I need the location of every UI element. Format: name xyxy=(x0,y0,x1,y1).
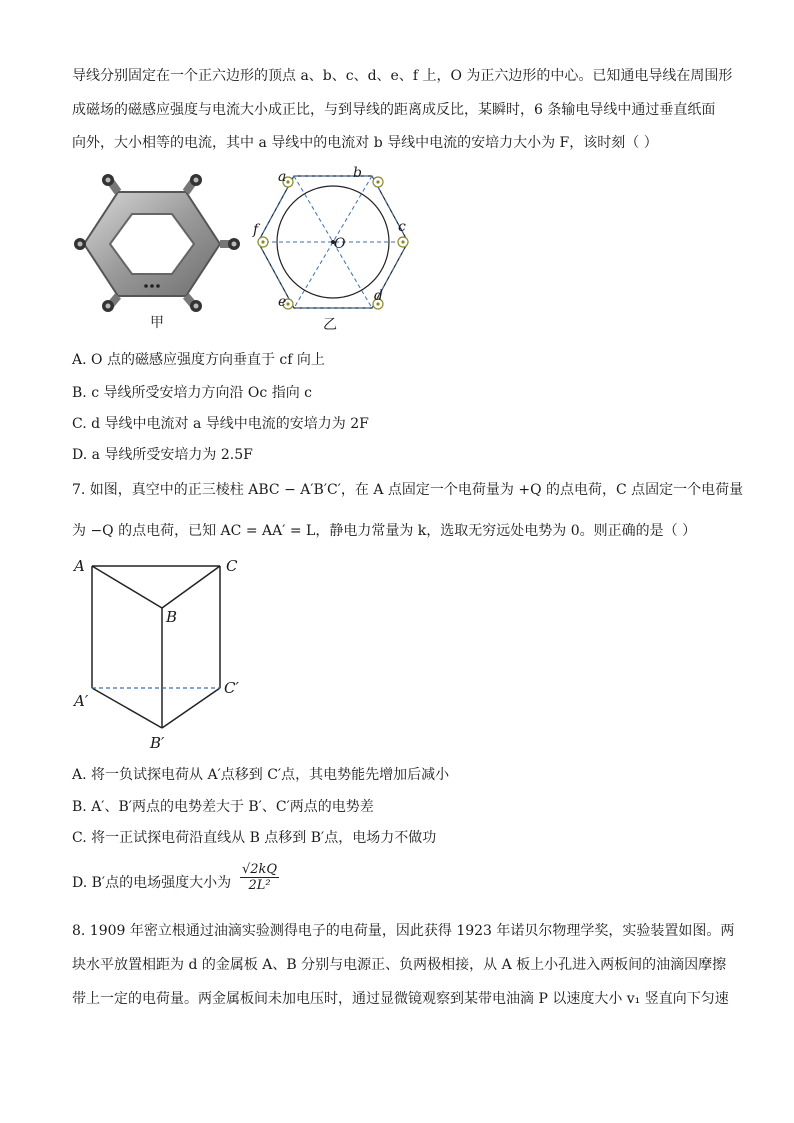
prism-label-B-prime: B′ xyxy=(150,734,165,752)
q6-stem-line-3: 向外，大小相等的电流，其中 a 导线中的电流对 b 导线中电流的安培力大小为 F，该时刻（ ） xyxy=(72,135,658,151)
q8-line-1: 8. 1909 年密立根通过油滴实验测得电子的电荷量，因此获得 1923 年诺贝尔物理学奖，实验装置如图。两 xyxy=(72,923,735,939)
hex-label-O: O xyxy=(334,236,346,252)
figure-yi-caption: 乙 xyxy=(323,317,337,333)
hex-label-f: f xyxy=(253,222,259,238)
hex-label-a: a xyxy=(278,169,287,185)
prism-label-A: A xyxy=(74,557,85,575)
q6-stem-line-1: 导线分别固定在一个正六边形的顶点 a、b、c、d、e、f 上，O 为正六边形的中心。已知通电导线在周围形 xyxy=(72,68,733,84)
figure-jia-hexagon-mount xyxy=(74,172,244,312)
figure-jia-caption: 甲 xyxy=(150,315,164,331)
figure-yi-hexagon-diagram xyxy=(248,166,418,316)
hex-label-e: e xyxy=(278,294,287,310)
q7-option-c: C. 将一正试探电荷沿直线从 B 点移到 B′点，电场力不做功 xyxy=(72,830,437,846)
q6-option-c: C. d 导线中电流对 a 导线中电流的安培力为 2F xyxy=(72,416,369,432)
q6-option-b: B. c 导线所受安培力方向沿 Oc 指向 c xyxy=(72,385,312,401)
q7-stem-line-2: 为 −Q 的点电荷，已知 AC = AA′ = L，静电力常量为 k，选取无穷远处电势为 0。则正确的是（ ） xyxy=(72,523,697,539)
q7-option-a: A. 将一负试探电荷从 A′点移到 C′点，其电势能先增加后减小 xyxy=(72,767,450,783)
q6-option-d: D. a 导线所受安培力为 2.5F xyxy=(72,447,253,463)
q6-stem-line-2: 成磁场的磁感应强度与电流大小成正比，与到导线的距离成反比，某瞬时，6 条输电导线中通过垂直纸面 xyxy=(72,102,716,118)
q7-option-b: B. A′、B′两点的电势差大于 B′、C′两点的电势差 xyxy=(72,799,374,815)
hex-label-c: c xyxy=(398,219,406,235)
q8-line-3: 带上一定的电荷量。两金属板间未加电压时，通过显微镜观察到某带电油滴 P 以速度大小 v₁ 竖直向下匀速 xyxy=(72,991,729,1007)
prism-label-C-prime: C′ xyxy=(224,679,239,697)
formula-numerator: √2kQ xyxy=(242,862,278,877)
prism-label-C: C xyxy=(226,557,238,575)
hex-label-b: b xyxy=(353,165,362,181)
q6-option-a: A. O 点的磁感应强度方向垂直于 cf 向上 xyxy=(72,352,325,368)
q7-option-d-formula xyxy=(240,862,279,893)
prism-label-A-prime: A′ xyxy=(74,692,89,710)
formula-denominator: 2L² xyxy=(248,878,271,893)
figure-prism xyxy=(74,556,254,756)
prism-label-B: B xyxy=(166,608,178,626)
hex-label-d: d xyxy=(374,288,383,304)
q7-stem-line-1: 7. 如图，真空中的正三棱柱 ABC − A′B′C′，在 A 点固定一个电荷量为 +Q 的点电荷，C 点固定一个电荷量 xyxy=(72,482,744,498)
q8-line-2: 块水平放置相距为 d 的金属板 A、B 分别与电源正、负两极相接，从 A 板上小孔进入两板间的油滴因摩擦 xyxy=(72,957,727,973)
q7-option-d: D. B′点的电场强度大小为 xyxy=(72,875,232,891)
